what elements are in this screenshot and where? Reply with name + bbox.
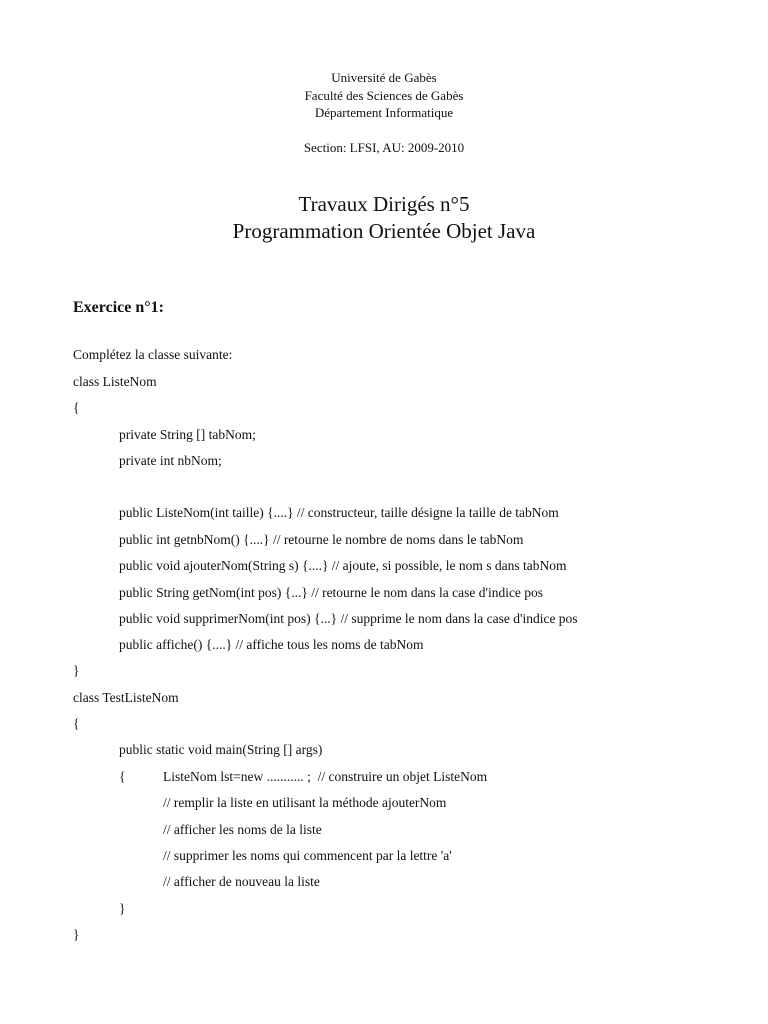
code-line: public ListeNom(int taille) {....} // constructeur, taille désigne la taille de tabNom	[119, 505, 559, 520]
code-line: public void ajouterNom(String s) {....} // ajoute, si possible, le nom s dans tabNom	[119, 558, 567, 573]
code-line: {	[73, 400, 80, 415]
code-line: // afficher les noms de la liste	[163, 822, 322, 837]
section-info: Section: LFSI, AU: 2009-2010	[303, 140, 465, 155]
exercise-instruction: Complétez la classe suivante:	[73, 347, 233, 362]
code-line: {	[73, 716, 80, 731]
department-name: Département Informatique	[314, 105, 454, 120]
document-subtitle: Programmation Orientée Objet Java	[232, 219, 536, 243]
code-line: private String [] tabNom;	[119, 427, 256, 442]
code-line: // remplir la liste en utilisant la méthode ajouterNom	[163, 795, 447, 810]
code-line: private int nbNom;	[119, 453, 222, 468]
code-line: public int getnbNom() {....} // retourne le nombre de noms dans le tabNom	[119, 532, 524, 547]
code-line: class ListeNom	[73, 374, 157, 389]
code-line: // supprimer les noms qui commencent par la lettre 'a'	[163, 848, 452, 863]
faculty-name: Faculté des Sciences de Gabès	[304, 88, 464, 103]
code-line: // afficher de nouveau la liste	[163, 874, 320, 889]
code-line: }	[73, 663, 80, 678]
code-line: }	[119, 901, 126, 916]
code-line: ListeNom lst=new ........... ; // construire un objet ListeNom	[163, 769, 488, 784]
code-line: public affiche() {....} // affiche tous les noms de tabNom	[119, 637, 424, 652]
code-line: public static void main(String [] args)	[119, 742, 323, 757]
code-line: class TestListeNom	[73, 690, 179, 705]
code-line: public void supprimerNom(int pos) {...} // supprime le nom dans la case d'indice pos	[119, 611, 578, 626]
university-name: Université de Gabès	[331, 70, 437, 85]
document-title: Travaux Dirigés n°5	[298, 192, 470, 216]
exercise-heading: Exercice n°1:	[73, 299, 164, 316]
code-line: }	[73, 927, 80, 942]
code-line: {	[119, 769, 126, 784]
code-line: public String getNom(int pos) {...} // retourne le nom dans la case d'indice pos	[119, 585, 544, 600]
